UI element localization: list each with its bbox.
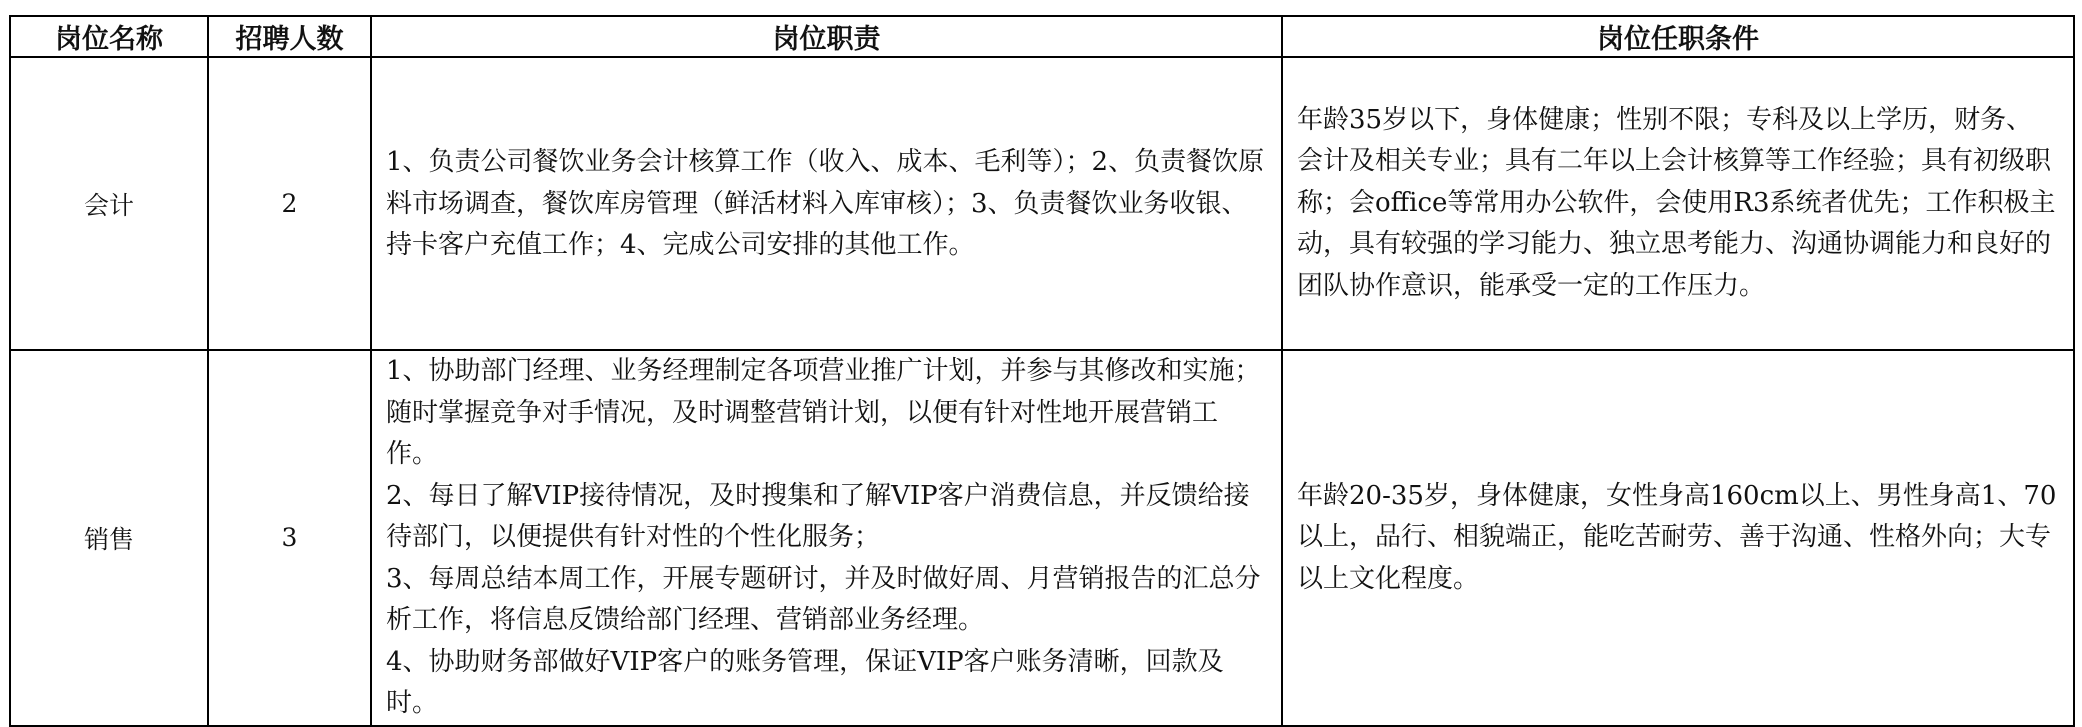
- header-position-name: 岗位名称: [10, 16, 208, 57]
- recruitment-table: [9, 15, 2075, 727]
- duty-item: 2、每日了解VIP接待情况，及时搜集和了解VIP客户消费信息，并反馈给接待部门，以便提供有针对性的个性化服务；: [386, 480, 1250, 552]
- headcount-cell: 3: [208, 350, 371, 726]
- header-headcount: 招聘人数: [208, 16, 371, 57]
- position-name-cell: 销售: [10, 350, 208, 726]
- header-requirements: 岗位任职条件: [1282, 16, 2074, 57]
- table-row: [10, 350, 2074, 726]
- requirements-cell: 年龄35岁以下，身体健康；性别不限；专科及以上学历，财务、会计及相关专业；具有二年以上会计核算等工作经验；具有初级职称；会office等常用办公软件，会使用R3系统者优先；工作积极主动，具有较强的学习能力、独立思考能力、沟通协调能力和良好的团队协作意识，能承受一定的工作压力。: [1282, 57, 2074, 350]
- header-row: [10, 16, 2074, 57]
- duties-cell: [371, 350, 1282, 726]
- header-duties: 岗位职责: [371, 16, 1282, 57]
- duty-item: 4、协助财务部做好VIP客户的账务管理，保证VIP客户账务清晰，回款及时。: [386, 646, 1224, 718]
- headcount-cell: 2: [208, 57, 371, 350]
- requirements-cell: 年龄20-35岁，身体健康，女性身高160cm以上、男性身高1、70以上，品行、相貌端正，能吃苦耐劳、善于沟通、性格外向；大专以上文化程度。: [1282, 350, 2074, 726]
- duties-cell: [371, 57, 1282, 350]
- position-name-cell: 会计: [10, 57, 208, 350]
- table-row: [10, 57, 2074, 350]
- duty-item: 1、协助部门经理、业务经理制定各项营业推广计划，并参与其修改和实施；随时掌握竞争对手情况，及时调整营销计划，以便有针对性地开展营销工作。: [386, 356, 1261, 469]
- duty-text: 1、负责公司餐饮业务会计核算工作（收入、成本、毛利等）；2、负责餐饮原料市场调查，餐饮库房管理（鲜活材料入库审核）；3、负责餐饮业务收银、持卡客户充值工作；4、完成公司安排的其他工作。: [386, 147, 1265, 261]
- duty-item: 3、每周总结本周工作，开展专题研讨，并及时做好周、月营销报告的汇总分析工作，将信息反馈给部门经理、营销部业务经理。: [386, 563, 1261, 635]
